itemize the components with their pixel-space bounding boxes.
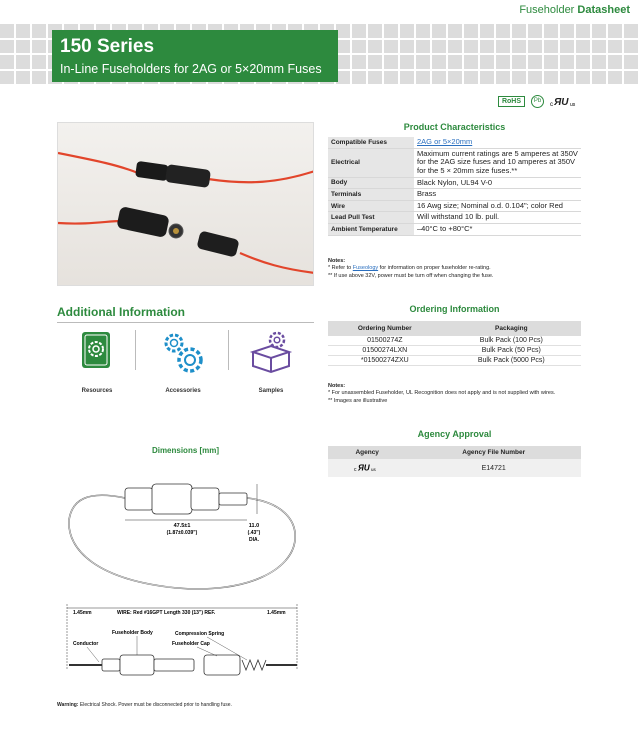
checker-cell [592,24,606,38]
length-dimension-inch: (1.87±0.039") [166,530,198,536]
note-1-text: * Refer to [328,265,353,272]
doc-type-bold: Datasheet [577,4,630,16]
checker-cell [16,71,30,85]
cap-callout: Fuseholder Cap [172,641,210,647]
characteristic-value: Will withstand 10 lb. pull. [414,212,581,224]
characteristic-value: Maximum current ratings are 5 amperes at 350V for the 2AG size fuses and 10 amperes at 350V for the 5 × 20mm size fuses.** [414,148,581,177]
checker-cell [432,24,446,38]
table-row [328,459,581,477]
characteristic-key: Wire [328,200,414,212]
accessories-label: Accessories [165,388,201,394]
checker-cell [528,71,542,85]
checker-cell [624,55,638,69]
checker-cell [528,55,542,69]
document-type [519,4,630,16]
checker-cell [432,55,446,69]
ul-recognized-logo [550,94,580,108]
checker-cell [384,24,398,38]
checker-cell [480,55,494,69]
checker-cell [416,40,430,54]
checker-cell [576,40,590,54]
diameter-dimension-inch: (.43") [247,530,261,536]
checker-cell [624,71,638,85]
conductor-callout: Conductor [73,641,99,647]
left-strip-dimension: 1.45mm [73,610,92,616]
divider [57,322,314,323]
ordering-number-header: Ordering Number [328,321,442,336]
svg-text:ЯU: ЯU [554,97,569,108]
packaging-cell: Bulk Pack (50 Pcs) [442,346,581,356]
checker-cell [480,24,494,38]
checker-cell [560,55,574,69]
ordering-information-title: Ordering Information [409,304,500,314]
right-strip-dimension: 1.45mm [267,610,286,616]
certification-logos [498,94,580,108]
checker-cell [528,40,542,54]
dimensions-title: Dimensions [mm] [151,446,220,455]
svg-text:c: c [550,102,553,108]
pb-free-logo: Pb [531,95,544,108]
checker-cell [368,24,382,38]
table-row [328,346,581,356]
ordering-number-cell: 01500274Z [328,336,442,346]
checker-cell [368,55,382,69]
checker-cell [400,71,414,85]
agency-file-number-cell: E14721 [406,459,581,477]
checker-cell [336,24,350,38]
checker-cell [608,71,622,85]
notes-label: Notes: [328,383,346,389]
checker-cell [16,40,30,54]
title-banner [52,30,338,82]
checker-cell [512,55,526,69]
checker-cell [560,71,574,85]
notes-label: Notes: [328,258,346,264]
agency-approval-title: Agency Approval [417,429,492,439]
table-row [328,137,581,148]
checker-cell [416,71,430,85]
checker-cell [448,71,462,85]
checker-cell [592,71,606,85]
svg-text:ЯU: ЯU [358,463,370,472]
checker-cell [368,40,382,54]
checker-cell [592,55,606,69]
product-characteristics-title: Product Characteristics [403,122,506,132]
fuseholder-photo-illustration [58,123,314,286]
book-gear-icon [80,330,114,370]
checker-cell [608,40,622,54]
checker-cell [416,24,430,38]
characteristic-key: Ambient Temperature [328,224,414,236]
checker-cell [16,24,30,38]
checker-cell [432,71,446,85]
additional-information-title: Additional Information [57,305,185,319]
table-row [328,224,581,236]
checker-cell [32,24,46,38]
checker-cell [608,24,622,38]
ordering-number-cell: 01500274LXN [328,346,442,356]
svg-text:us: us [570,102,576,108]
body-callout: Fuseholder Body [112,630,153,636]
characteristic-key: Body [328,177,414,189]
checker-cell [0,40,14,54]
checker-cell [576,24,590,38]
checker-cell [448,55,462,69]
checker-cell [336,71,350,85]
checker-cell [496,40,510,54]
table-row [328,336,581,346]
checker-cell [384,71,398,85]
checker-cell [432,40,446,54]
characteristic-value: Brass [414,189,581,201]
product-notes [328,258,581,280]
agency-file-number-header: Agency File Number [406,446,581,459]
checker-cell [400,55,414,69]
characteristic-value: 16 Awg size; Nominal o.d. 0.104"; color Red [414,200,581,212]
table-row [328,200,581,212]
characteristic-key: Terminals [328,189,414,201]
checker-cell [560,24,574,38]
checker-cell [464,55,478,69]
top-bar [0,0,638,24]
checker-cell [608,55,622,69]
checker-cell [416,55,430,69]
length-dimension: 47.5±1 [173,523,191,529]
checker-cell [384,40,398,54]
checker-cell [400,24,414,38]
packaging-cell: Bulk Pack (5000 Pcs) [442,356,581,366]
doc-type-light: Fuseholder [519,4,575,16]
characteristic-value: –40°C to +80°C* [414,224,581,236]
checker-cell [336,55,350,69]
samples-label: Samples [258,388,284,394]
series-subtitle: In-Line Fuseholders for 2AG or 5×20mm Fuses [60,62,322,76]
characteristic-key: Lead Pull Test [328,212,414,224]
note-1-text-end: for information on proper fuseholder re-rating. [378,265,491,272]
checker-cell [448,24,462,38]
diameter-word: DIA. [249,537,259,543]
note-1 [328,265,581,272]
ul-recognized-logo [354,462,380,472]
checker-cell [32,55,46,69]
checker-cell [480,71,494,85]
checker-cell [624,40,638,54]
characteristic-key: Compatible Fuses [328,137,414,148]
warning-text: Electrical Shock. Power must be disconnected prior to handling fuse. [78,702,232,708]
checker-cell [352,71,366,85]
resources-label: Resources [81,388,113,394]
checker-cell [512,24,526,38]
spring-callout: Compression Spring [175,631,225,637]
checker-cell [352,40,366,54]
checker-cell [576,71,590,85]
agency-cell [328,459,406,477]
checker-cell [512,40,526,54]
characteristic-key: Electrical [328,148,414,177]
note-2: ** If use above 32V, power must be turn off when changing the fuse. [328,272,494,279]
characteristic-value[interactable]: 2AG or 5×20mm [414,137,581,148]
checker-cell [544,55,558,69]
fuseology-link[interactable]: Fuseology [352,265,379,272]
checker-cell [0,24,14,38]
checker-cell [624,24,638,38]
divider [228,330,229,370]
accessories-tile[interactable] [148,330,218,400]
ordering-table [328,321,581,366]
checker-cell [480,40,494,54]
warning-label: Warning: [57,702,79,708]
checker-cell [544,24,558,38]
wire-label: WIRE: Red #16GPT Length 330 (13") REF. [117,610,216,616]
series-title: 150 Series [60,36,155,57]
dimensions-drawing [57,460,317,700]
rohs-logo: RoHS [498,96,525,107]
checker-cell [384,55,398,69]
agency-header: Agency [328,446,406,459]
product-characteristics-table [328,137,581,236]
checker-cell [352,55,366,69]
checker-cell [32,71,46,85]
checker-cell [576,55,590,69]
checker-cell [464,24,478,38]
packaging-cell: Bulk Pack (100 Pcs) [442,336,581,346]
ordering-note-2: ** Images are illustrative [328,397,388,404]
checker-cell [528,24,542,38]
box-gear-icon [247,330,295,374]
table-row [328,212,581,224]
checker-cell [496,71,510,85]
checker-cell [544,40,558,54]
checker-cell [592,40,606,54]
checker-cell [336,40,350,54]
table-row [328,189,581,201]
checker-cell [0,55,14,69]
checker-cell [496,24,510,38]
checker-cell [368,71,382,85]
checker-cell [544,71,558,85]
checker-cell [496,55,510,69]
diameter-dimension: 11.0 [248,523,260,529]
checker-cell [16,55,30,69]
warning-note [57,702,232,708]
gears-icon [158,330,208,374]
svg-text:us: us [371,467,376,472]
checker-cell [400,40,414,54]
checker-cell [448,40,462,54]
checker-cell [352,24,366,38]
divider [135,330,136,370]
table-row [328,177,581,189]
ordering-notes [328,383,588,405]
table-row [328,356,581,366]
ordering-note-1: * For unassembled Fuseholder, UL Recognition does not apply and is not supplied with wires. [328,390,556,397]
samples-tile[interactable] [236,330,306,400]
packaging-header: Packaging [442,321,581,336]
checker-cell [32,40,46,54]
svg-text:c: c [354,467,357,472]
checker-cell [560,40,574,54]
product-photo [57,122,314,286]
table-row [328,148,581,177]
checker-cell [0,71,14,85]
checker-cell [464,40,478,54]
checker-cell [464,71,478,85]
checker-cell [512,71,526,85]
characteristic-value: Black Nylon, UL94 V-0 [414,177,581,189]
resources-tile[interactable] [62,330,132,400]
ordering-number-cell: *01500274ZXU [328,356,442,366]
agency-table [328,446,581,477]
